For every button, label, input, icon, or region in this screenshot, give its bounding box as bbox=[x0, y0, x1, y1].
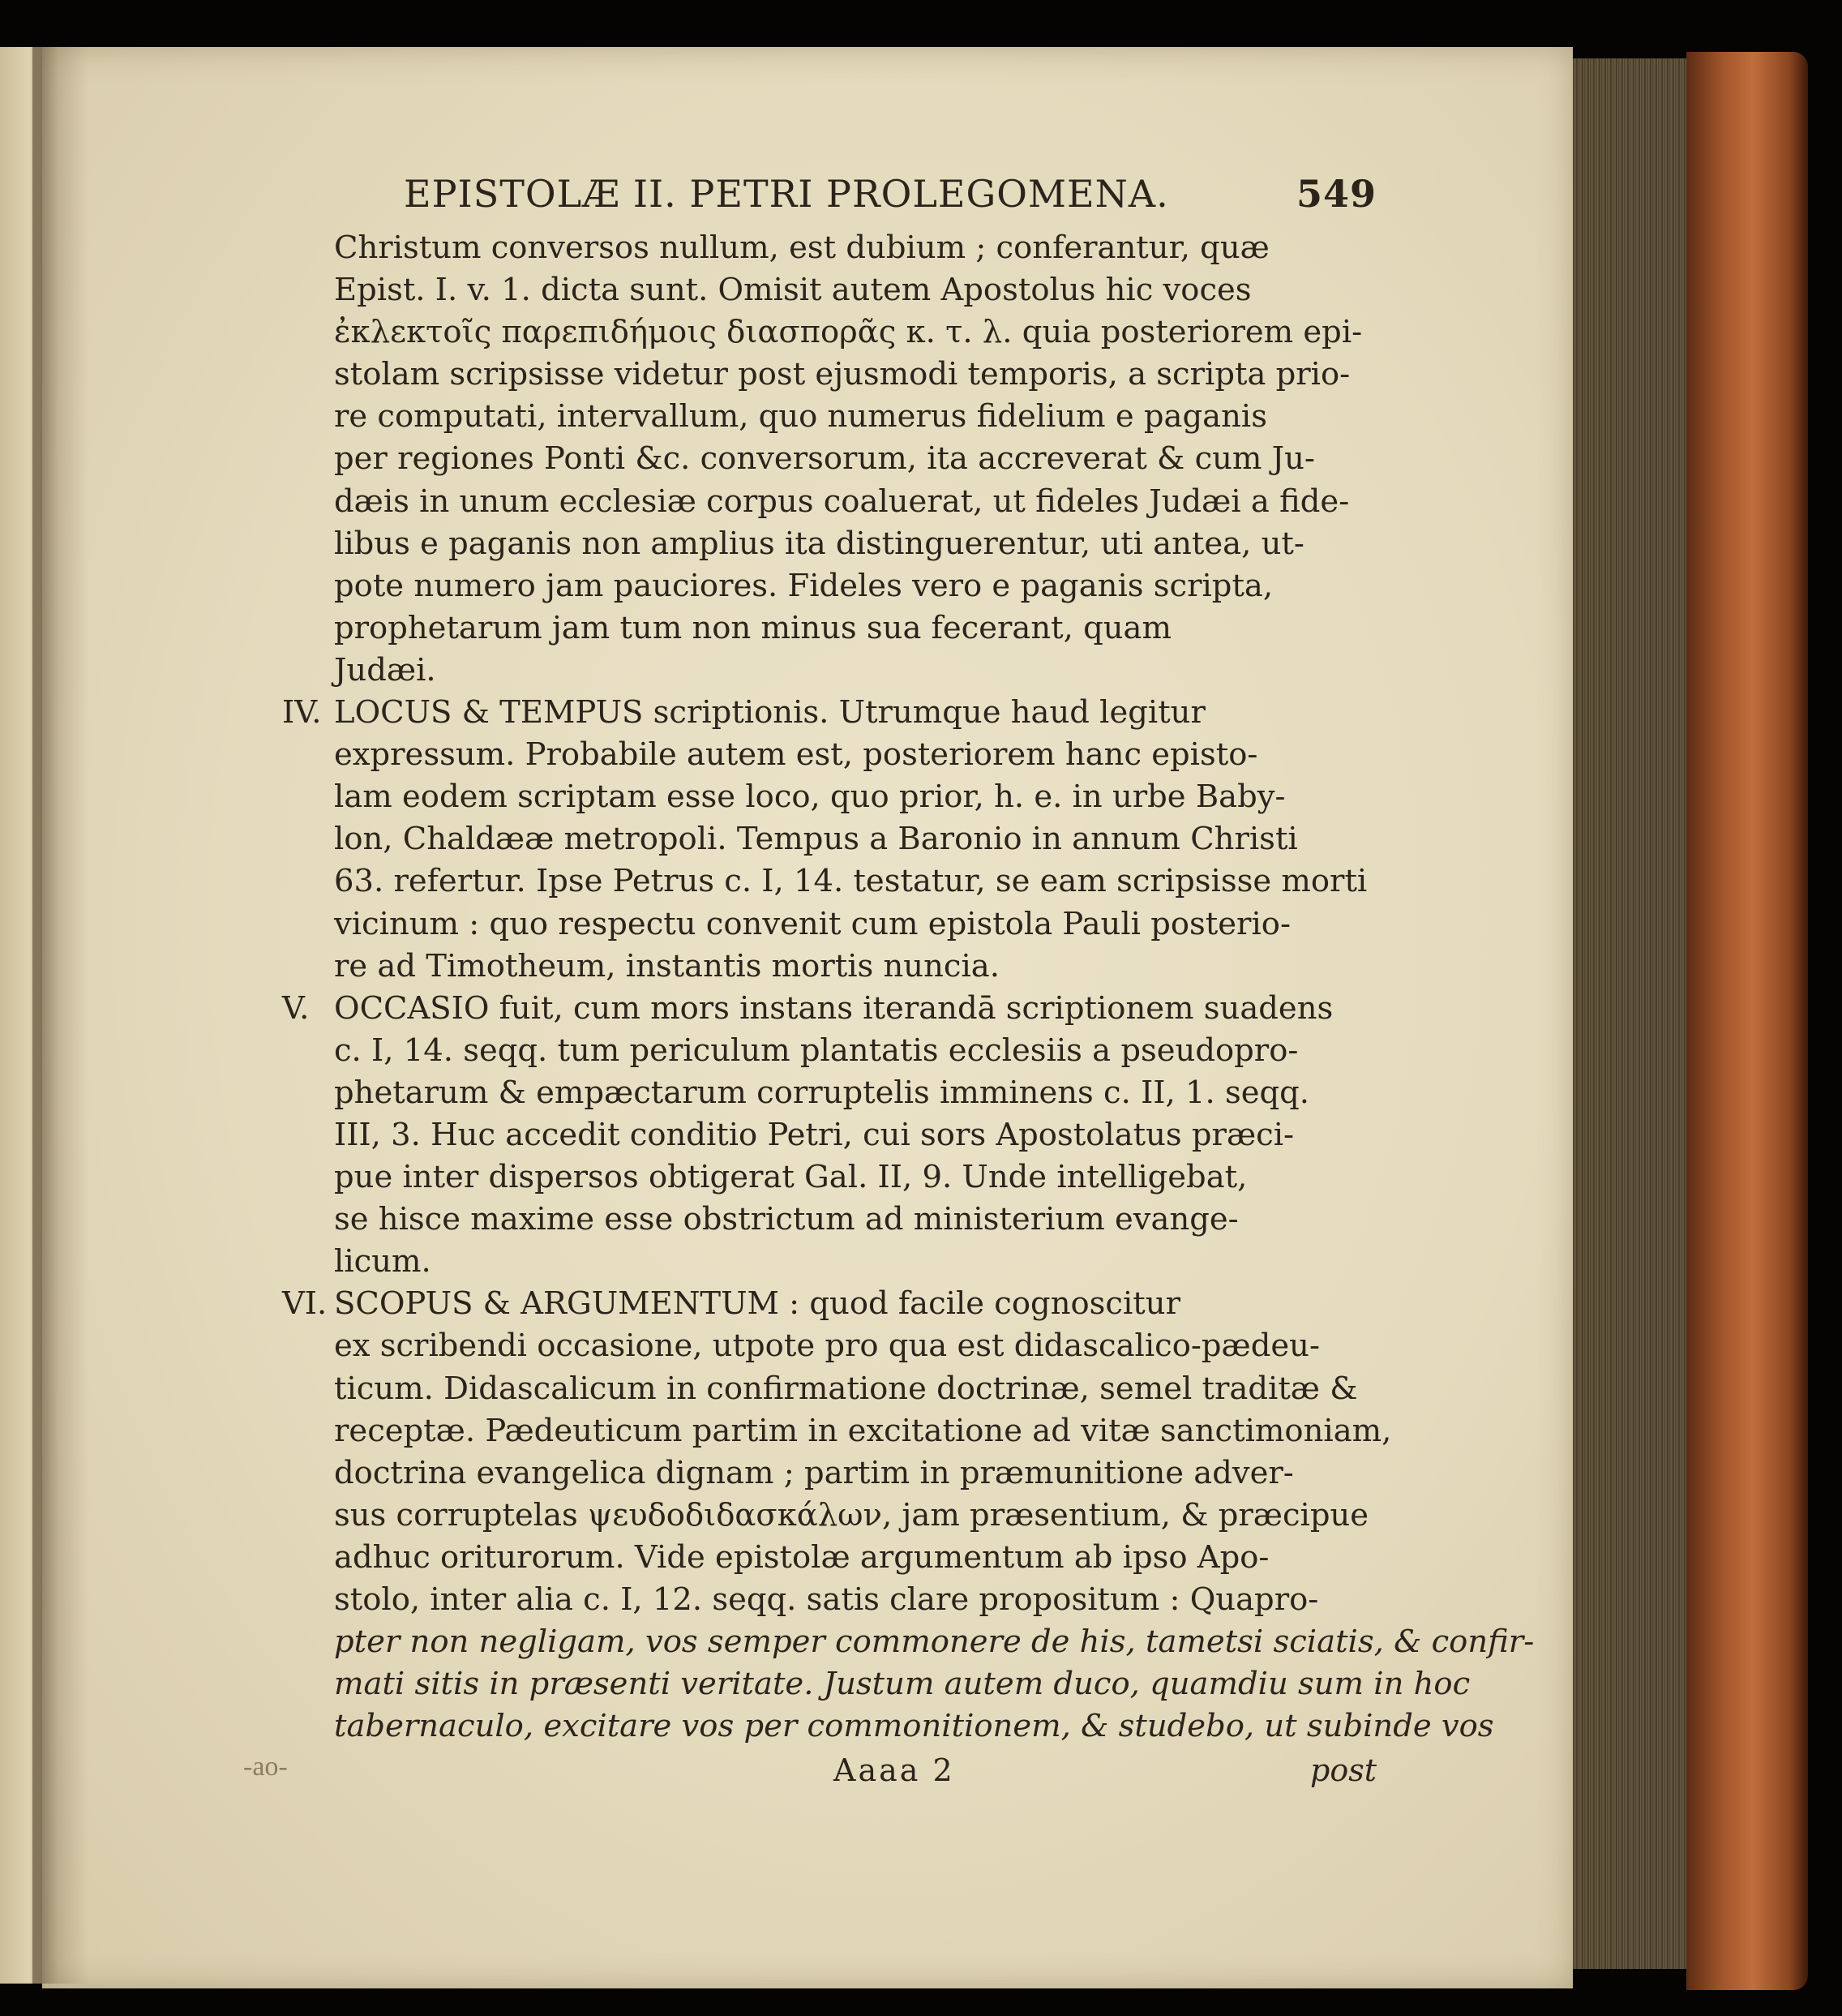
line-text: re ad Timotheum, instantis mortis nuncia. bbox=[334, 947, 1000, 984]
text-line bbox=[282, 1283, 1377, 1325]
line-text: ex scribendi occasione, utpote pro qua est didascalico-pædeu- bbox=[334, 1328, 1320, 1365]
line-text: Judæi. bbox=[334, 651, 436, 688]
line-text: vicinum : quo respectu convenit cum epistola Pauli posterio- bbox=[334, 905, 1291, 942]
line-text: tabernaculo, excitare vos per commonitionem, & studebo, ut subinde vos bbox=[334, 1708, 1494, 1745]
leather-cover bbox=[1686, 52, 1808, 1990]
running-title: EPISTOLÆ II. PETRI PROLEGOMENA. bbox=[404, 172, 1169, 216]
text-line bbox=[282, 692, 1377, 734]
line-text: SCOPUS & ARGUMENTUM : quod facile cognoscitur bbox=[334, 1285, 1180, 1323]
text-line bbox=[282, 776, 1377, 818]
text-line bbox=[282, 734, 1377, 776]
text-line bbox=[282, 227, 1377, 269]
line-text: pote numero jam pauciores. Fideles vero e paganis scripta, bbox=[334, 567, 1274, 604]
text-line bbox=[282, 1410, 1392, 1452]
page-footer bbox=[282, 1752, 1377, 1801]
line-text: lon, Chaldææ metropoli. Tempus a Baronio in annum Christi bbox=[334, 821, 1298, 858]
text-line bbox=[282, 988, 1377, 1030]
line-text: pter non negligam, vos semper commonere de his, tametsi sciatis, & confir- bbox=[334, 1624, 1535, 1661]
facing-page-fragment: -ao- bbox=[243, 1752, 288, 1782]
line-text: doctrina evangelica dignam ; partim in præmunitione adver- bbox=[334, 1454, 1294, 1491]
line-text: stolam scripsisse videtur post ejusmodi temporis, a scripta prio- bbox=[334, 356, 1351, 393]
text-line bbox=[282, 1621, 1535, 1663]
line-text: ticum. Didascalicum in confirmatione doctrinæ, semel traditæ & bbox=[334, 1370, 1358, 1407]
line-text: per regiones Ponti &c. conversorum, ita accreverat & cum Ju- bbox=[334, 440, 1315, 478]
text-line bbox=[282, 523, 1377, 565]
text-line bbox=[282, 1241, 1377, 1283]
text-line bbox=[282, 311, 1377, 354]
line-text: lam eodem scriptam esse loco, quo prior, h. e. in urbe Baby- bbox=[334, 779, 1286, 816]
text-line bbox=[282, 269, 1377, 311]
line-text: ἐκλεκτοῖς παρεπιδήμοις διασπορᾶς κ. τ. λ. quia posteriorem epi- bbox=[334, 314, 1363, 351]
line-text: libus e paganis non amplius ita distinguerentur, uti antea, ut- bbox=[334, 525, 1304, 562]
text-line bbox=[282, 903, 1377, 946]
section-number: IV. bbox=[282, 694, 322, 731]
line-text: dæis in unum ecclesiæ corpus coaluerat, ut fideles Judæi a fide- bbox=[334, 483, 1350, 520]
text-line bbox=[282, 650, 1377, 692]
line-text: receptæ. Pædeuticum partim in excitatione ad vitæ sanctimoniam, bbox=[334, 1412, 1392, 1449]
line-text: pue inter dispersos obtigerat Gal. II, 9. Unde intelligebat, bbox=[334, 1159, 1248, 1196]
line-text: c. I, 14. seqq. tum periculum plantatis ecclesiis a pseudopro- bbox=[334, 1032, 1299, 1069]
signature-mark: Aaaa 2 bbox=[833, 1752, 955, 1789]
text-line bbox=[282, 1368, 1377, 1410]
text-line bbox=[282, 1156, 1377, 1199]
text-line bbox=[282, 1030, 1377, 1072]
text-line bbox=[282, 607, 1377, 650]
line-text: licum. bbox=[334, 1243, 431, 1280]
line-text: LOCUS & TEMPUS scriptionis. Utrumque haud legitur bbox=[334, 694, 1206, 731]
line-text: Christum conversos nullum, est dubium ; conferantur, quæ bbox=[334, 229, 1270, 266]
text-line bbox=[282, 481, 1377, 523]
text-line bbox=[282, 818, 1377, 860]
line-text: se hisce maxime esse obstrictum ad ministerium evange- bbox=[334, 1201, 1239, 1238]
text-line bbox=[282, 565, 1377, 607]
section-number: VI. bbox=[282, 1285, 328, 1323]
line-text: stolo, inter alia c. I, 12. seqq. satis clare propositum : Quapro- bbox=[334, 1581, 1319, 1618]
text-line bbox=[282, 354, 1377, 396]
text-line bbox=[282, 860, 1377, 903]
text-line bbox=[282, 1199, 1377, 1241]
line-text: expressum. Probabile autem est, posteriorem hanc episto- bbox=[334, 736, 1258, 774]
page-number: 549 bbox=[1296, 172, 1377, 216]
line-text: adhuc oriturorum. Vide epistolæ argumentum ab ipso Apo- bbox=[334, 1538, 1270, 1576]
text-line bbox=[282, 1537, 1377, 1579]
catchword: post bbox=[1310, 1752, 1377, 1789]
text-line bbox=[282, 1663, 1471, 1705]
text-line bbox=[282, 1072, 1377, 1114]
line-text: prophetarum jam tum non minus sua fecerant, quam bbox=[334, 609, 1172, 646]
text-line bbox=[282, 396, 1377, 438]
text-line bbox=[282, 1495, 1377, 1537]
text-line bbox=[282, 1452, 1377, 1495]
line-text: sus corruptelas ψευδοδιδασκάλων, jam præsentium, & præcipue bbox=[334, 1496, 1369, 1533]
body-text bbox=[282, 227, 1535, 1748]
line-text: Epist. I. v. 1. dicta sunt. Omisit autem Apostolus hic voces bbox=[334, 272, 1252, 309]
line-text: mati sitis in præsenti veritate. Justum autem duco, quamdiu sum in hoc bbox=[334, 1666, 1471, 1703]
line-text: III, 3. Huc accedit conditio Petri, cui sors Apostolatus præci- bbox=[334, 1116, 1295, 1153]
page-edges bbox=[1573, 58, 1686, 1969]
line-text: 63. refertur. Ipse Petrus c. I, 14. testatur, se eam scripsisse morti bbox=[334, 863, 1368, 900]
text-block bbox=[282, 162, 1535, 1801]
text-line bbox=[282, 1705, 1494, 1748]
section-number: V. bbox=[282, 989, 310, 1027]
text-line bbox=[282, 1579, 1377, 1621]
running-header bbox=[282, 162, 1377, 227]
line-text: phetarum & empæctarum corruptelis imminens c. II, 1. seqq. bbox=[334, 1074, 1310, 1111]
line-text: re computati, intervallum, quo numerus fidelium e paganis bbox=[334, 398, 1267, 435]
text-line bbox=[282, 1325, 1377, 1367]
gutter-shadow bbox=[32, 47, 89, 1984]
text-line bbox=[282, 1114, 1377, 1156]
text-line bbox=[282, 438, 1377, 480]
line-text: OCCASIO fuit, cum mors instans iterandā scriptionem suadens bbox=[334, 989, 1334, 1027]
text-line bbox=[282, 946, 1377, 988]
